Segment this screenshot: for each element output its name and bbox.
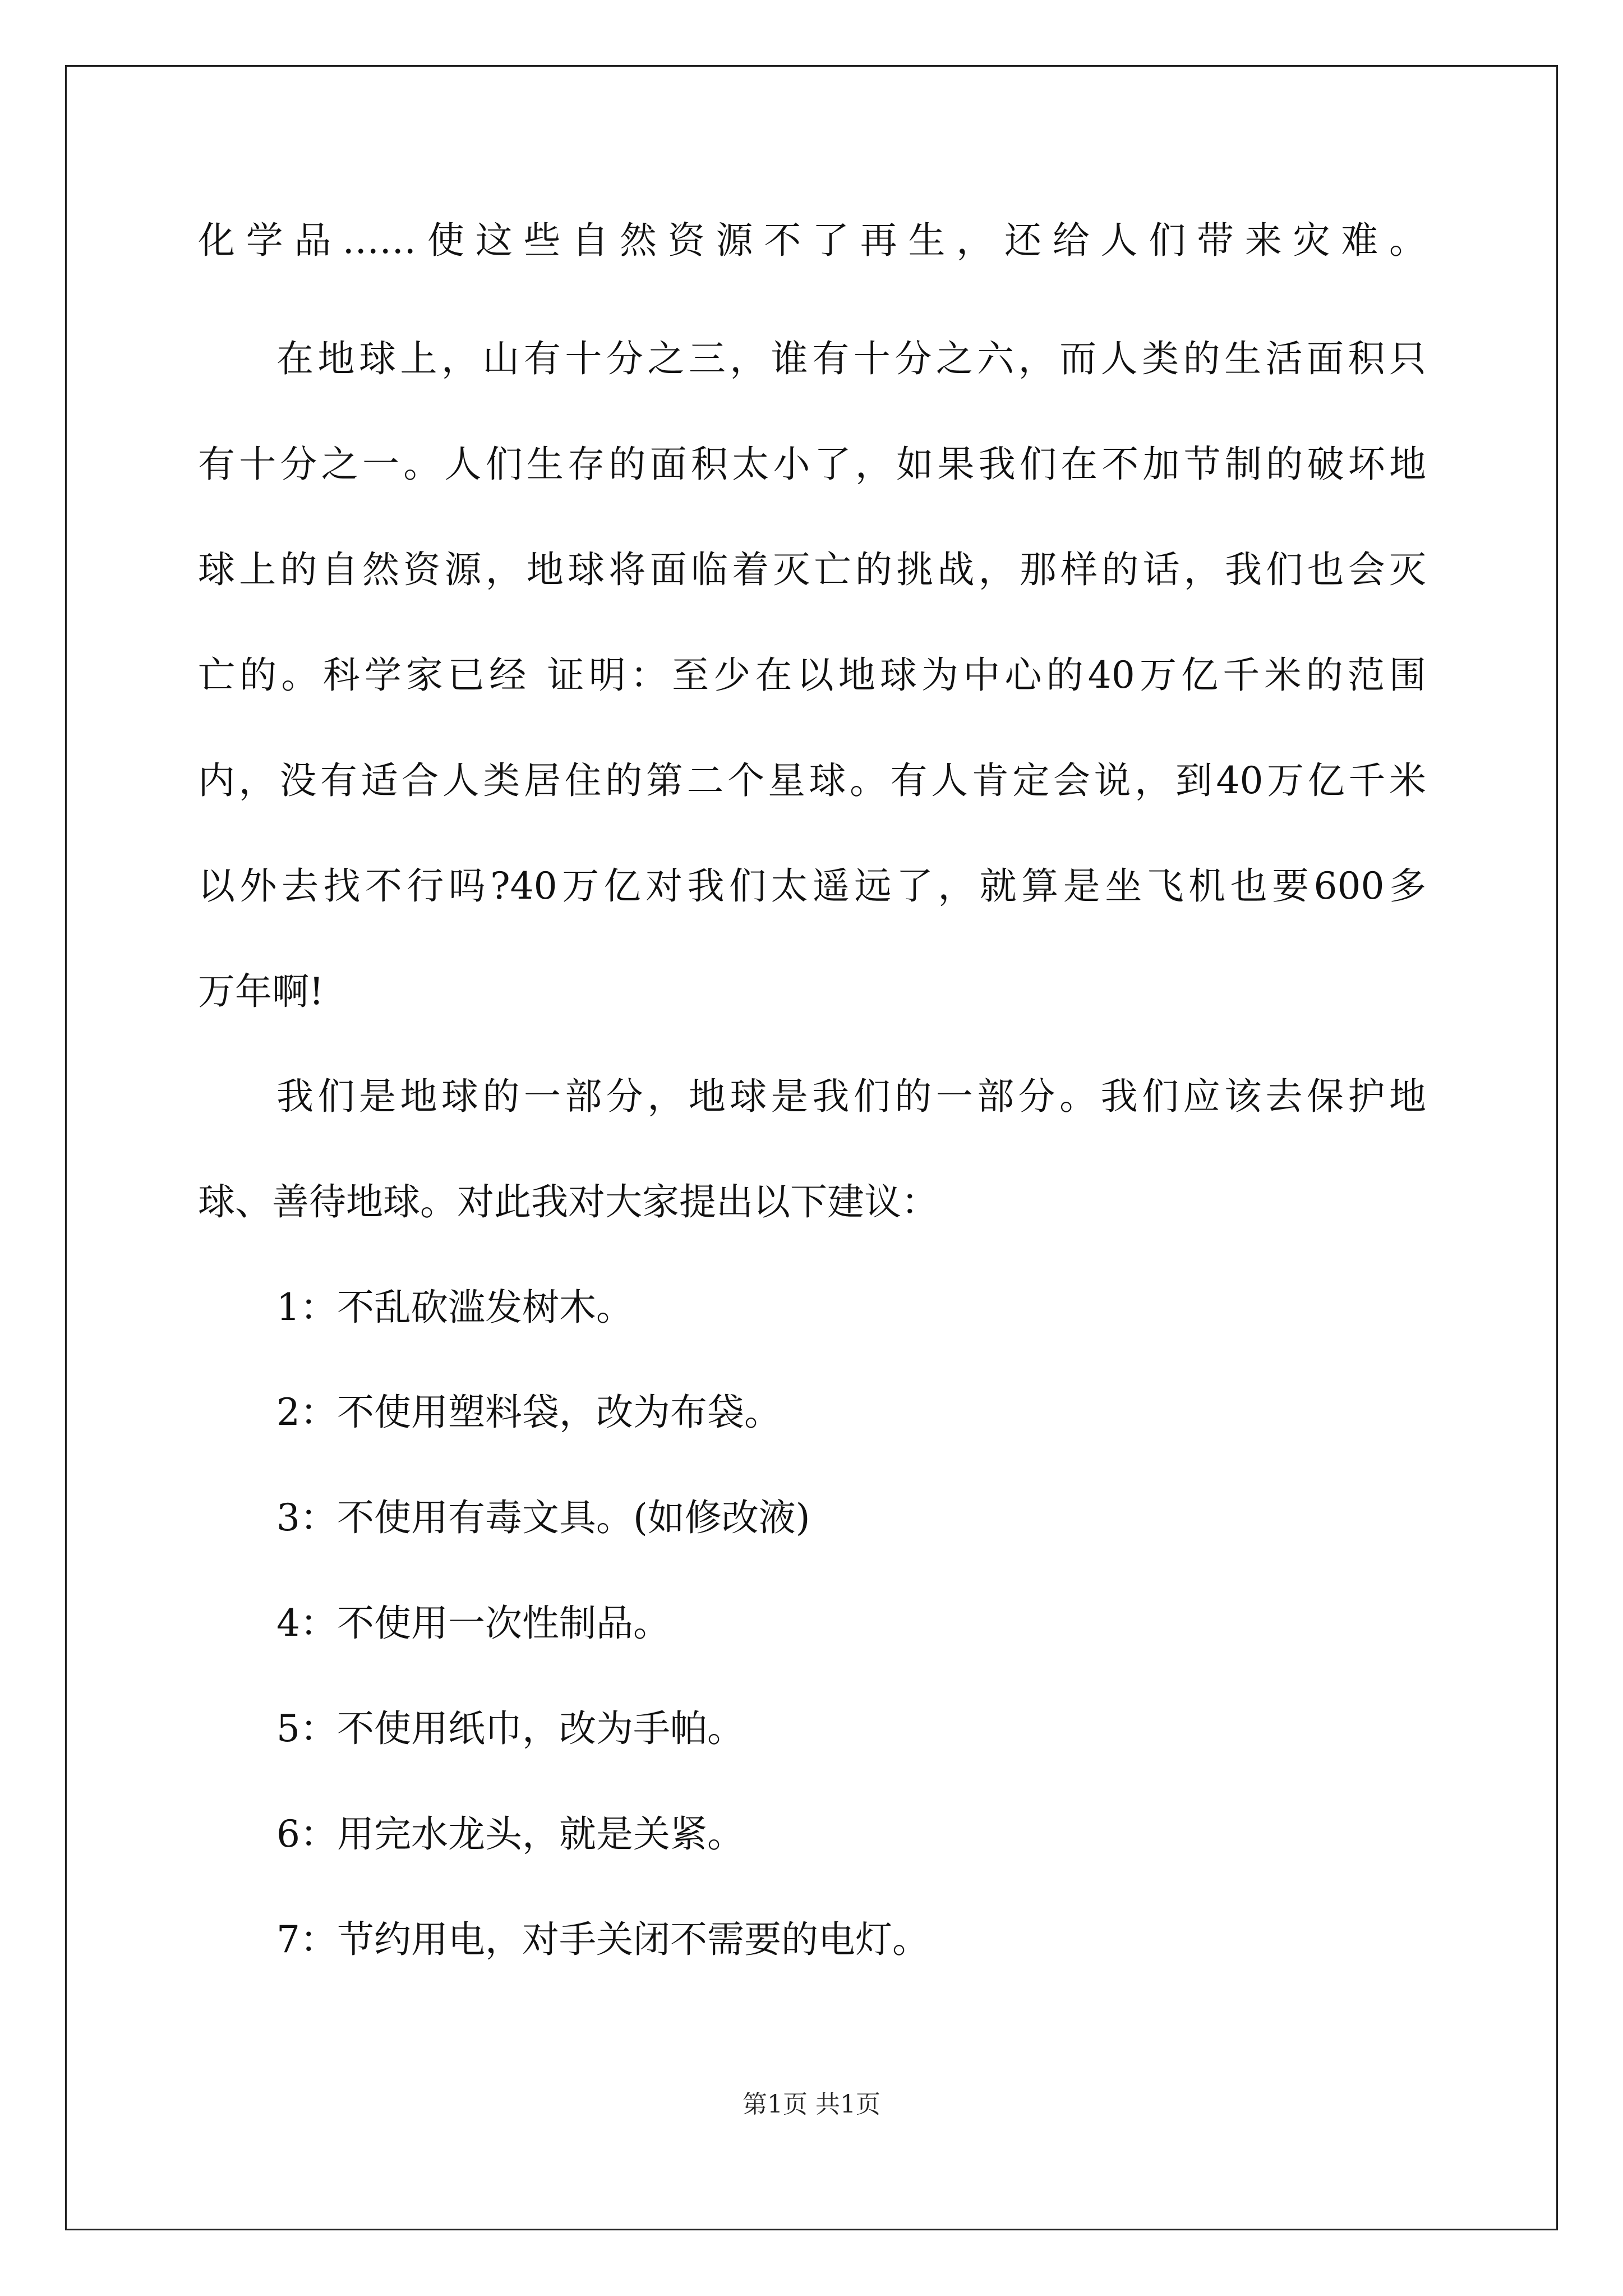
page-border	[65, 65, 1558, 2230]
list-item: 7：节约用电，对手关闭不需要的电灯。	[276, 1918, 929, 1961]
paragraph-line: 化学品……使这些自然资源不了再生，还给人们带来灾难。	[198, 219, 1426, 262]
paragraph-line: 以外去找不行吗?40万亿对我们太遥远了，就算是坐飞机也要600多	[198, 864, 1426, 908]
paragraph-line: 有十分之一。人们生存的面积太小了，如果我们在不加节制的破坏地	[198, 443, 1426, 486]
paragraph-line: 万年啊!	[198, 970, 324, 1013]
list-item: 5：不使用纸巾，改为手帕。	[276, 1707, 744, 1750]
paragraph-line: 亡的。科学家已经 证明：至少在以地球为中心的40万亿千米的范围	[198, 654, 1426, 697]
paragraph-line: 球上的自然资源，地球将面临着灭亡的挑战，那样的话，我们也会灭	[198, 548, 1426, 591]
page-footer: 第1页 共1页	[743, 2090, 880, 2119]
list-item: 6：用完水龙头，就是关紧。	[276, 1812, 744, 1856]
paragraph-line: 在地球上，山有十分之三，谁有十分之六，而人类的生活面积只	[276, 337, 1426, 380]
list-item: 1：不乱砍滥发树木。	[276, 1286, 633, 1329]
list-item: 4：不使用一次性制品。	[276, 1602, 670, 1645]
paragraph-line: 球、善待地球。对此我对大家提出以下建议：	[198, 1180, 938, 1223]
paragraph-line: 内，没有适合人类居住的第二个星球。有人肯定会说，到40万亿千米	[198, 759, 1426, 802]
paragraph-line: 我们是地球的一部分，地球是我们的一部分。我们应该去保护地	[276, 1075, 1426, 1118]
list-item: 2：不使用塑料袋，改为布袋。	[276, 1391, 781, 1434]
list-item: 3：不使用有毒文具。(如修改液)	[276, 1496, 810, 1539]
